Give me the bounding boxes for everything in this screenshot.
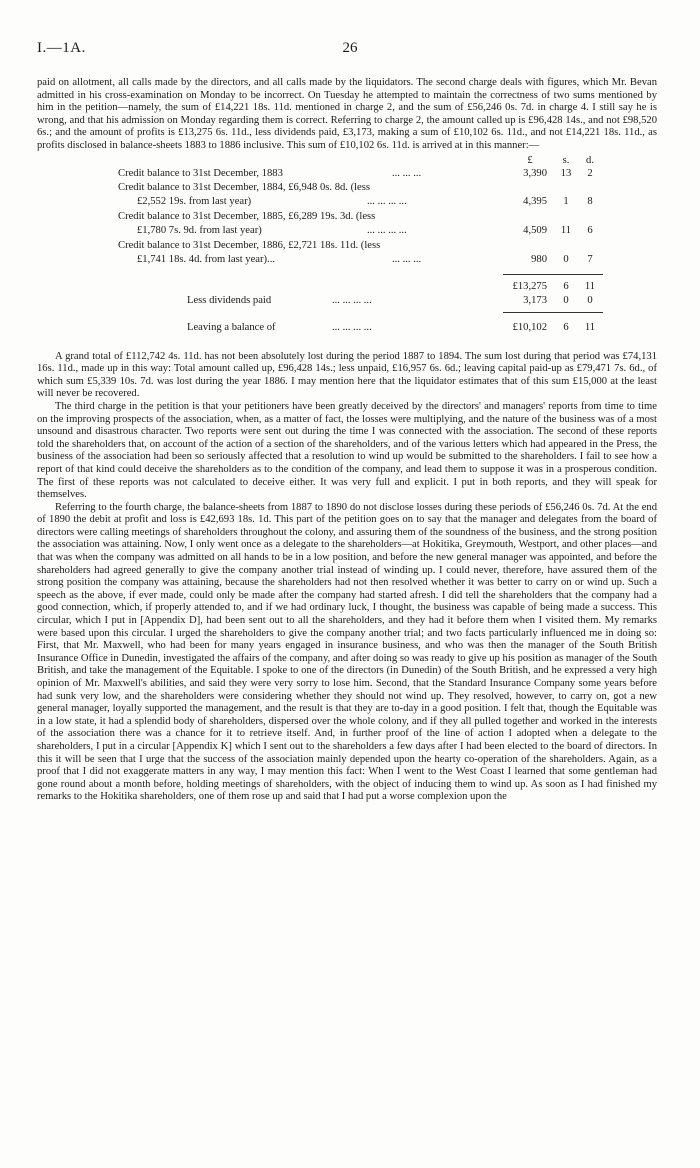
less-dividends-dots: ... ... ... ... xyxy=(332,294,372,306)
row-1-shillings: 13 xyxy=(560,167,572,179)
profit-ledger xyxy=(37,154,657,349)
row-1-label: Credit balance to 31st December, 1883 xyxy=(118,167,283,179)
row-4-label: Credit balance to 31st December, 1886, £2,721 18s. 11d. (less xyxy=(118,239,381,251)
row-2-shillings: 1 xyxy=(563,195,569,207)
row-3-dots: ... ... ... ... xyxy=(367,224,407,236)
less-dividends-shillings: 0 xyxy=(563,294,569,306)
subtotal-rule xyxy=(503,274,603,275)
row-3-label-cont: £1,780 7s. 9d. from last year) xyxy=(137,224,262,236)
row-2-pence: 8 xyxy=(587,195,593,207)
document-body xyxy=(37,77,657,804)
total-pence: 11 xyxy=(584,280,596,292)
row-3-shillings: 11 xyxy=(560,224,572,236)
balance-shillings: 6 xyxy=(563,321,569,333)
less-dividends-label: Less dividends paid xyxy=(187,294,272,306)
total-shillings: 6 xyxy=(563,280,569,292)
row-3-label: Credit balance to 31st December, 1885, £6,289 19s. 3d. (less xyxy=(118,210,376,222)
balance-dots: ... ... ... ... xyxy=(332,321,372,333)
row-2-pounds: 4,395 xyxy=(523,195,547,207)
row-4-pence: 7 xyxy=(587,253,593,265)
heading-pence: d. xyxy=(586,154,594,166)
row-2-label-cont: £2,552 19s. from last year) xyxy=(137,195,252,207)
paragraph-1: paid on allotment, all calls made by the directors, and all calls made by the liquidators. The second charge deals with figures, which Mr. Bevan admitted in his cross-examination on Monday to be incorrect. On Tuesday he attempted to maintain the correctness of two sums mentioned by him in the petition—namely, the sum of £14,221 18s. 11d. mentioned in charge 2, and the sum of £56,246 0s. 7d. in charge 4. I still say he is wrong, and that his admission on Monday regarding them is correct. Referring to charge 2, the amount called up is £96,428 14s., and not £98,520 6s.; and the amount of profits is £13,275 6s. 11d., less dividends paid, £3,173, making a sum of £10,102 6s. 11d., and not £14,221 18s. 11d., as profits disclosed in balance-sheets 1883 to 1886 inclusive. This sum of £10,102 6s. 11d. is arrived at in this manner:— xyxy=(37,77,657,151)
row-1-pence: 2 xyxy=(587,167,593,179)
balance-label: Leaving a balance of xyxy=(187,321,276,333)
balance-rule xyxy=(503,312,603,313)
total-pounds: £13,275 xyxy=(512,280,547,292)
row-3-pence: 6 xyxy=(587,224,593,236)
heading-shillings: s. xyxy=(562,154,570,166)
balance-pounds: £10,102 xyxy=(512,321,547,333)
row-1-dots: ... ... ... xyxy=(392,167,422,179)
row-3-pounds: 4,509 xyxy=(523,224,547,236)
paragraph-3: The third charge in the petition is that your petitioners have been greatly deceived by the directors' and managers' reports from time to time on the improving prospects of the association, when, as a matter of fact, the losses were multiplying, and the nature of the business was of a most unsound and disastrous character. Two reports were sent out during the time I was connected with the association. The second of these reports told the shareholders that, on account of the action of a section of the shareholders, and of the various letters which had appeared in the Press, the business of the association had been so seriously affected that a resolution to wind up would be submitted to the shareholders. I fail to see how a report of that kind could deceive the shareholders as to the condition of the company, and lead them to suppose it was in a prosperous condition. The first of these reports was not calculated to deceive either. It was very full and explicit. I put in both reports, and they will speak for themselves. xyxy=(37,400,657,501)
row-2-dots: ... ... ... ... xyxy=(367,195,407,207)
page-number: 26 xyxy=(342,40,358,56)
row-1-pounds: 3,390 xyxy=(523,167,547,179)
heading-pounds: £ xyxy=(527,154,533,166)
paragraph-4: Referring to the fourth charge, the balance-sheets from 1887 to 1890 do not disclose losses during these periods of £56,246 0s. 7d. At the end of 1890 the debit at profit and loss is £42,693 18s. 1d. This part of the petition goes on to say that the manager and delegates from the board of directors were calling meetings of shareholders throughout the colony, and assuring them of the soundness of the business, and the strong position the association was attaining. Now, I only went once as a delegate to the shareholders—at Hokitika, Greymouth, Westport, and other places—and that was when the company was admitted on all hands to be in a low position, and before the new general manager was appointed, and before the shareholders had agreed generally to give the company another trial instead of winding up. I could never, therefore, have assured them of the strong position the company was attaining, because the shareholders had not then resolved whether it was better to carry on or wind up. Such a speech as the above, if ever made, could only be made after the company had started afresh. I did tell the shareholders that the company had a good connection, which, if properly attended to, and if we had ordinary luck, I thought, the business was capable of being made a success. This circular, which I put in [Appendix D], had been sent out to all the shareholders, and they had it before them when I visited them. My remarks were based upon this circular. I urged the shareholders to give the company another trial; and two facts particularly influenced me in doing so: First, that Mr. Maxwell, who had been for many years engaged in insurance business, and who was then the manager of the South British Insurance Office in Dunedin, investigated the affairs of the company, and after doing so was ready to give up his position as manager of the South British, and take the management of the Equitable. I spoke to one of the directors (in Dunedin) of the South British, and he expressed a very high opinion of Mr. Maxwell's abilities, and said they were very sorry to lose him. Second, that the Standard Insurance Company some years before had sunk very low, and the shareholders were considering whether they should not wind up. They resolved, however, to carry on, got a new general manager, loyally supported the management, and the result is that they are to-day in a good position. I felt that, though the Equitable was in a low state, it had a splendid body of shareholders, dispersed over the whole colony, and if they all pulled together and worked in the interests of the association there was a chance for it to retrieve itself. And, in further proof of the line of action I adopted when a delegate to the shareholders, I put in a circular [Appendix K] which I sent out to the shareholders a few days after I had been elected to the board of directors. In this it will be seen that I urge that the success of the association mainly depended upon the hearty co-operation of the shareholders. Again, as a proof that I did not exaggerate matters in any way, I may mention this fact: When I went to the West Coast I learned that some gentleman had gone round about a month before, holding meetings of shareholders, with the object of inducing them to wind up. As soon as I had finished my remarks to the Hokitika shareholders, one of them rose up and said that I had put a worse complexion upon the xyxy=(37,501,657,803)
balance-pence: 11 xyxy=(584,321,596,333)
row-4-pounds: 980 xyxy=(531,253,547,265)
less-dividends-pence: 0 xyxy=(587,294,593,306)
row-4-dots: ... ... ... xyxy=(392,253,422,265)
section-reference: I.—1A. xyxy=(37,40,86,56)
row-4-shillings: 0 xyxy=(563,253,569,265)
row-2-label: Credit balance to 31st December, 1884, £6,948 0s. 8d. (less xyxy=(118,181,371,193)
row-4-label-cont: £1,741 18s. 4d. from last year)... xyxy=(137,253,275,265)
paragraph-2: A grand total of £112,742 4s. 11d. has not been absolutely lost during the period 1887 to 1894. The sum lost during that period was £74,131 16s. 11d., made up in this way: Total amount called up, £96,428 14s.; less unpaid, £16,957 6s. 6d.; leaving capital paid-up as £79,471 7s. 6d., of which sum £5,339 10s. 7d. was lost during the year 1886. I may mention here that the liquidator estimates that of this sum £15,000 at the least will never be recovered. xyxy=(37,350,657,400)
less-dividends-pounds: 3,173 xyxy=(523,294,547,306)
